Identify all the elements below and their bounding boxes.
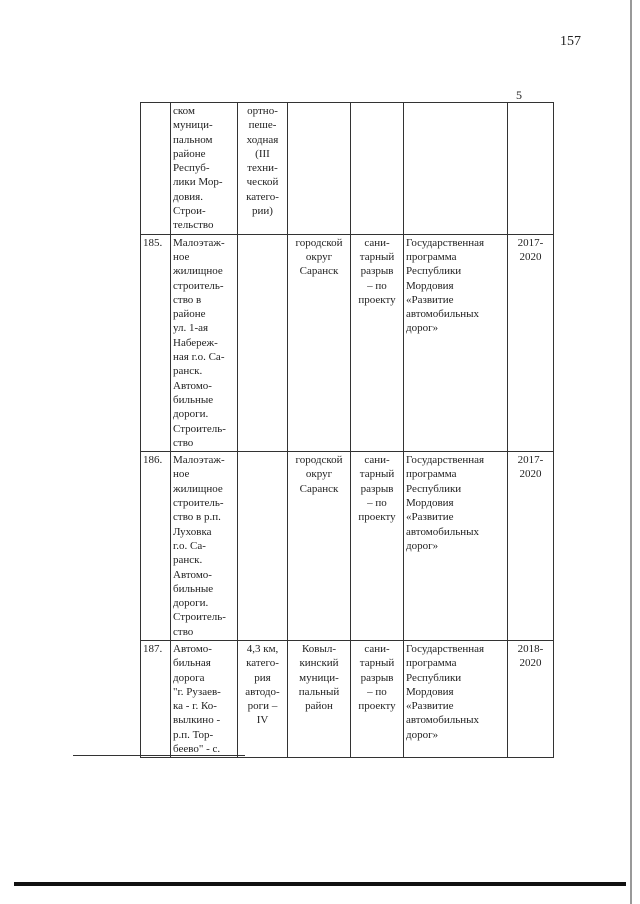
table-row	[141, 452, 554, 641]
years-cell: 2017- 2020	[508, 234, 554, 451]
zone-cell: сани- тарный разрыв – по проекту	[351, 640, 404, 757]
row-number-cell: 185.	[141, 234, 171, 451]
table-row	[141, 234, 554, 451]
object-name-cell: Малоэтаж- ное жилищное строитель- ство в районе ул. 1-ая Набереж- ная г.о. Са- ранск. Автомо- бильные дороги. Строитель- ство	[171, 234, 238, 451]
object-parameters-cell: ортно- пеше- ходная (III техни- ческой катего- рии)	[238, 103, 288, 235]
object-name-cell: Автомо- бильная дорога "г. Рузаев- ка - г. Ко- вылкино - р.п. Тор- беево" - с.	[171, 640, 238, 757]
location-cell: городской округ Саранск	[288, 452, 351, 641]
program-cell: Государственная программа Республики Мордовия «Развитие автомобильных дорог»	[404, 234, 508, 451]
row-number-cell	[141, 103, 171, 235]
location-cell: городской округ Саранск	[288, 234, 351, 451]
zone-cell: сани- тарный разрыв – по проекту	[351, 234, 404, 451]
scan-right-edge	[630, 0, 632, 904]
zone-cell	[351, 103, 404, 235]
program-cell	[404, 103, 508, 235]
years-cell: 2018- 2020	[508, 640, 554, 757]
object-name-cell: ском муници- пальном районе Респуб- лики Мор- довия. Строи- тельство	[171, 103, 238, 235]
program-cell: Государственная программа Республики Мордовия «Развитие автомобильных дорог»	[404, 640, 508, 757]
location-cell: Ковыл- кинский муници- пальный район	[288, 640, 351, 757]
page-number: 157	[560, 34, 581, 49]
scan-edge-bar	[14, 882, 626, 886]
objects-table	[140, 102, 554, 758]
table-row	[141, 640, 554, 757]
footnote-separator	[73, 755, 245, 756]
object-parameters-cell	[238, 452, 288, 641]
object-name-cell: Малоэтаж- ное жилищное строитель- ство в р.п. Луховка г.о. Са- ранск. Автомо- бильные дороги. Строитель- ство	[171, 452, 238, 641]
row-number-cell: 186.	[141, 452, 171, 641]
program-cell: Государственная программа Республики Мордовия «Развитие автомобильных дорог»	[404, 452, 508, 641]
object-parameters-cell: 4,3 км, катего- рия автодо- роги – IV	[238, 640, 288, 757]
zone-cell: сани- тарный разрыв – по проекту	[351, 452, 404, 641]
location-cell	[288, 103, 351, 235]
years-cell: 2017- 2020	[508, 452, 554, 641]
table-row	[141, 103, 554, 235]
sub-page-number: 5	[516, 88, 522, 102]
row-number-cell: 187.	[141, 640, 171, 757]
object-parameters-cell	[238, 234, 288, 451]
years-cell	[508, 103, 554, 235]
